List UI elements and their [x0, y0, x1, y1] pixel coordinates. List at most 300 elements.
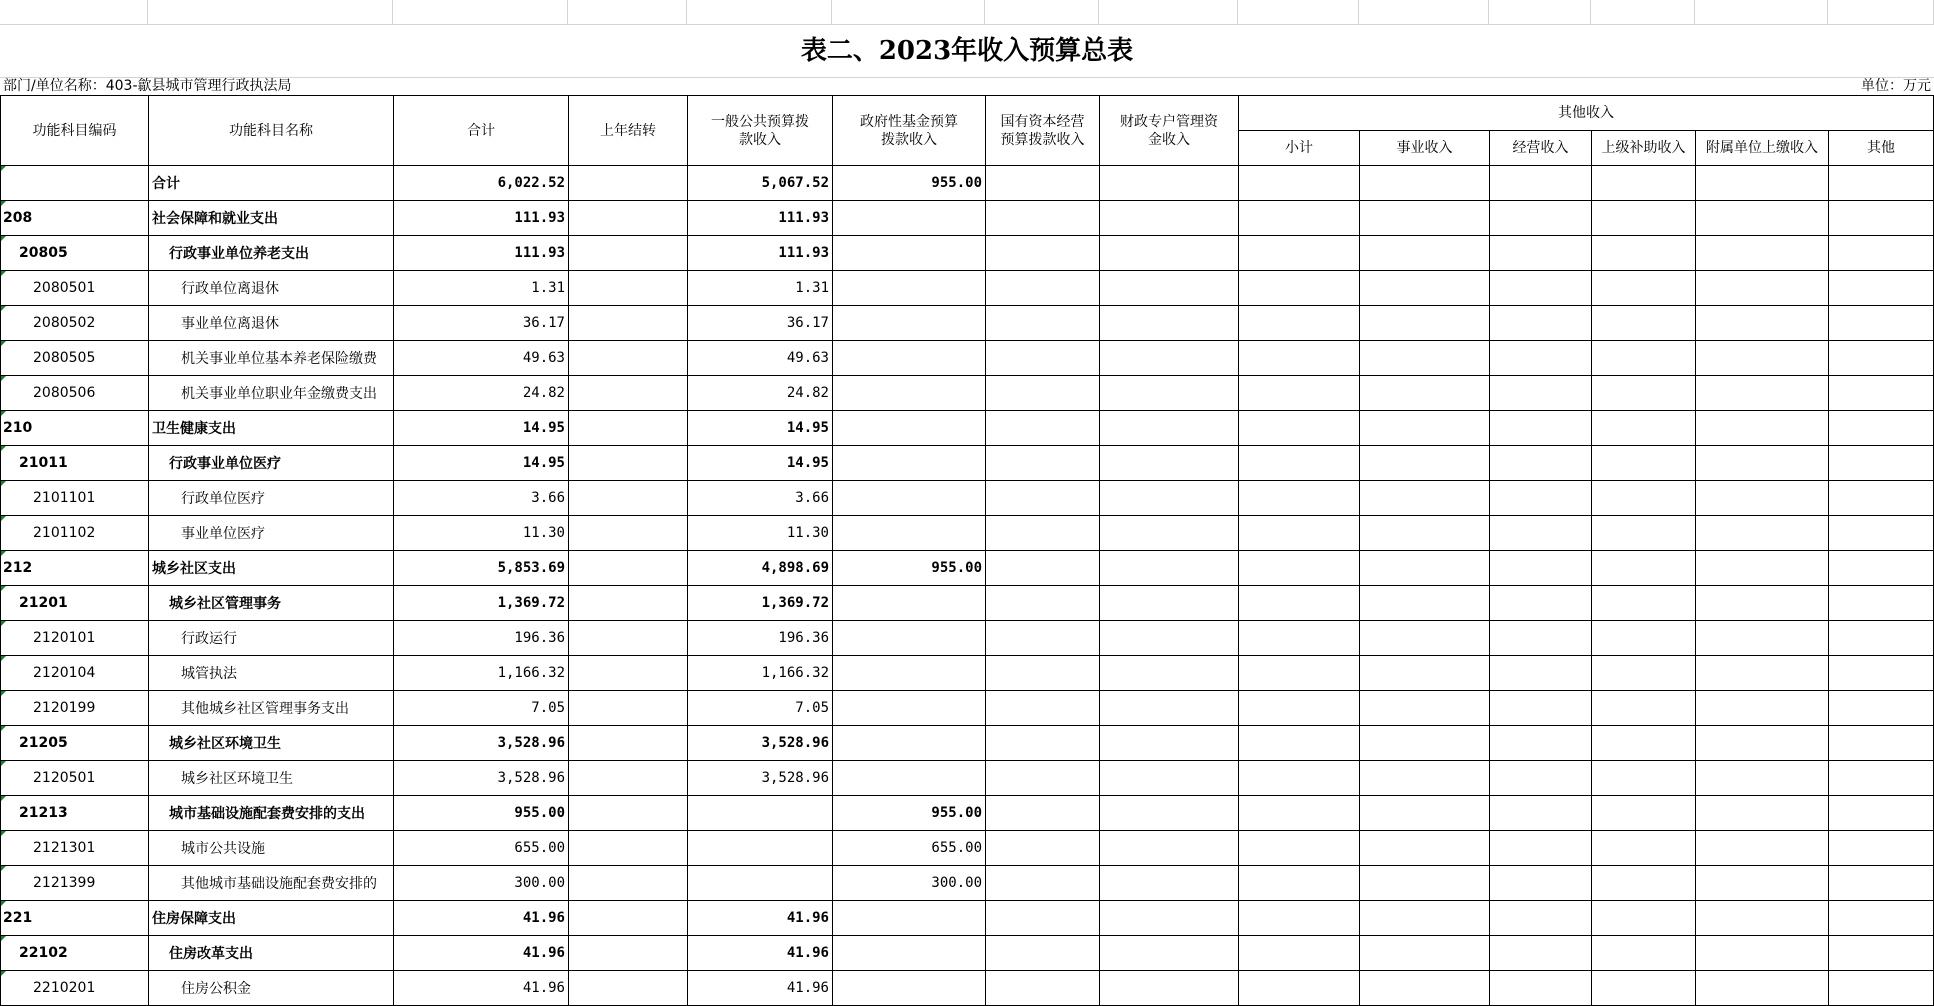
cell-code: 22102 — [1, 936, 149, 971]
header-operating-income: 经营收入 — [1490, 131, 1592, 166]
cell-empty — [1239, 831, 1360, 866]
header-subtotal: 小计 — [1239, 131, 1360, 166]
cell-gov-fund — [833, 271, 986, 306]
cell-empty — [986, 306, 1100, 341]
cell-empty — [1100, 796, 1239, 831]
cell-empty — [1490, 201, 1592, 236]
budget-table — [0, 95, 1934, 1006]
cell-empty — [1490, 866, 1592, 901]
cell-empty — [1490, 726, 1592, 761]
cell-code: 2120199 — [1, 691, 149, 726]
cell-name: 城乡社区环境卫生 — [149, 726, 394, 761]
cell-empty — [1490, 516, 1592, 551]
cell-gov-fund — [833, 446, 986, 481]
cell-code: 2080502 — [1, 306, 149, 341]
table-row — [1, 201, 1934, 236]
cell-code: 2120104 — [1, 656, 149, 691]
cell-empty — [1360, 831, 1490, 866]
cell-empty — [1829, 411, 1934, 446]
cell-empty — [1490, 586, 1592, 621]
cell-empty — [1360, 691, 1490, 726]
cell-empty — [1829, 901, 1934, 936]
cell-empty — [1100, 446, 1239, 481]
cell-empty — [1592, 271, 1696, 306]
cell-empty — [1592, 726, 1696, 761]
table-row — [1, 411, 1934, 446]
cell-gov-fund: 955.00 — [833, 166, 986, 201]
cell-empty — [1696, 551, 1829, 586]
cell-carryover — [569, 341, 688, 376]
header-carryover: 上年结转 — [569, 96, 688, 166]
cell-carryover — [569, 936, 688, 971]
cell-empty — [1100, 411, 1239, 446]
cell-code: 2210201 — [1, 971, 149, 1006]
cell-carryover — [569, 516, 688, 551]
cell-empty — [1829, 726, 1934, 761]
department-label: 部门/单位名称：403-歙县城市管理行政执法局 — [3, 78, 292, 94]
cell-empty — [1592, 376, 1696, 411]
cell-empty — [1239, 481, 1360, 516]
cell-code: 2120101 — [1, 621, 149, 656]
cell-empty — [1239, 726, 1360, 761]
cell-carryover — [569, 481, 688, 516]
cell-empty — [1696, 586, 1829, 621]
cell-empty — [1696, 656, 1829, 691]
cell-empty — [1696, 866, 1829, 901]
cell-empty — [1100, 306, 1239, 341]
cell-empty — [1829, 306, 1934, 341]
cell-empty — [986, 516, 1100, 551]
cell-empty — [986, 411, 1100, 446]
table-row — [1, 516, 1934, 551]
cell-general-budget: 41.96 — [688, 971, 833, 1006]
cell-carryover — [569, 901, 688, 936]
cell-empty — [1100, 831, 1239, 866]
table-row — [1, 866, 1934, 901]
table-row — [1, 376, 1934, 411]
cell-total: 111.93 — [394, 201, 569, 236]
cell-total: 1,369.72 — [394, 586, 569, 621]
cell-empty — [1592, 481, 1696, 516]
cell-total: 11.30 — [394, 516, 569, 551]
cell-total: 14.95 — [394, 411, 569, 446]
cell-empty — [1592, 411, 1696, 446]
cell-empty — [1360, 376, 1490, 411]
cell-empty — [1239, 166, 1360, 201]
cell-total: 3.66 — [394, 481, 569, 516]
table-row — [1, 831, 1934, 866]
cell-carryover — [569, 971, 688, 1006]
table-row — [1, 726, 1934, 761]
cell-empty — [1592, 586, 1696, 621]
cell-gov-fund — [833, 971, 986, 1006]
cell-empty — [1239, 341, 1360, 376]
cell-empty — [1490, 411, 1592, 446]
header-name: 功能科目名称 — [149, 96, 394, 166]
cell-empty — [1360, 726, 1490, 761]
header-info — [0, 77, 1934, 95]
cell-empty — [1490, 376, 1592, 411]
cell-empty — [986, 866, 1100, 901]
cell-empty — [1490, 446, 1592, 481]
cell-carryover — [569, 761, 688, 796]
cell-empty — [1829, 936, 1934, 971]
cell-carryover — [569, 411, 688, 446]
cell-empty — [986, 691, 1100, 726]
cell-empty — [1829, 201, 1934, 236]
table-row — [1, 656, 1934, 691]
cell-empty — [986, 901, 1100, 936]
cell-code: 21213 — [1, 796, 149, 831]
cell-name: 住房公积金 — [149, 971, 394, 1006]
cell-empty — [1239, 411, 1360, 446]
page-title: 表二、2023年收入预算总表 — [800, 36, 1134, 66]
cell-empty — [1696, 341, 1829, 376]
header-general-budget: 一般公共预算拨款收入 — [688, 96, 833, 166]
cell-empty — [1592, 446, 1696, 481]
cell-name: 事业单位医疗 — [149, 516, 394, 551]
cell-carryover — [569, 446, 688, 481]
cell-carryover — [569, 691, 688, 726]
cell-carryover — [569, 376, 688, 411]
cell-empty — [1239, 551, 1360, 586]
cell-empty — [1490, 551, 1592, 586]
cell-general-budget — [688, 796, 833, 831]
cell-empty — [1592, 761, 1696, 796]
cell-empty — [1592, 166, 1696, 201]
cell-code: 210 — [1, 411, 149, 446]
header-gov-fund: 政府性基金预算拨款收入 — [833, 96, 986, 166]
cell-empty — [1360, 271, 1490, 306]
cell-total: 3,528.96 — [394, 761, 569, 796]
cell-empty — [1490, 481, 1592, 516]
cell-general-budget: 41.96 — [688, 936, 833, 971]
cell-empty — [1360, 236, 1490, 271]
cell-empty — [1360, 656, 1490, 691]
table-row — [1, 446, 1934, 481]
cell-empty — [1829, 341, 1934, 376]
cell-code: 2101101 — [1, 481, 149, 516]
cell-empty — [1696, 516, 1829, 551]
cell-empty — [1696, 411, 1829, 446]
cell-empty — [1100, 201, 1239, 236]
cell-general-budget: 41.96 — [688, 901, 833, 936]
header-other: 其他 — [1829, 131, 1934, 166]
cell-empty — [1490, 271, 1592, 306]
cell-gov-fund — [833, 481, 986, 516]
cell-code: 2121399 — [1, 866, 149, 901]
cell-empty — [1239, 936, 1360, 971]
cell-total: 655.00 — [394, 831, 569, 866]
cell-empty — [1696, 726, 1829, 761]
cell-empty — [1696, 621, 1829, 656]
cell-gov-fund — [833, 656, 986, 691]
cell-empty — [986, 726, 1100, 761]
cell-empty — [1360, 446, 1490, 481]
cell-empty — [1829, 656, 1934, 691]
cell-empty — [1360, 411, 1490, 446]
cell-total: 111.93 — [394, 236, 569, 271]
cell-empty — [1360, 866, 1490, 901]
cell-empty — [986, 481, 1100, 516]
cell-carryover — [569, 306, 688, 341]
cell-name: 事业单位离退休 — [149, 306, 394, 341]
cell-gov-fund — [833, 516, 986, 551]
cell-empty — [1696, 481, 1829, 516]
cell-name: 城乡社区环境卫生 — [149, 761, 394, 796]
cell-empty — [1592, 341, 1696, 376]
cell-empty — [1696, 796, 1829, 831]
cell-general-budget: 7.05 — [688, 691, 833, 726]
cell-empty — [1239, 621, 1360, 656]
cell-empty — [1592, 656, 1696, 691]
cell-gov-fund — [833, 376, 986, 411]
cell-code: 212 — [1, 551, 149, 586]
cell-empty — [1239, 516, 1360, 551]
table-row — [1, 901, 1934, 936]
cell-general-budget — [688, 831, 833, 866]
cell-total: 5,853.69 — [394, 551, 569, 586]
cell-empty — [1360, 166, 1490, 201]
cell-empty — [1100, 341, 1239, 376]
cell-empty — [1592, 551, 1696, 586]
cell-empty — [1490, 236, 1592, 271]
cell-empty — [1100, 516, 1239, 551]
cell-general-budget: 1,166.32 — [688, 656, 833, 691]
cell-code: 2080505 — [1, 341, 149, 376]
cell-empty — [1360, 481, 1490, 516]
cell-general-budget: 14.95 — [688, 446, 833, 481]
cell-gov-fund: 955.00 — [833, 551, 986, 586]
cell-total: 41.96 — [394, 936, 569, 971]
cell-empty — [1490, 306, 1592, 341]
header-business-income: 事业收入 — [1360, 131, 1490, 166]
cell-empty — [986, 796, 1100, 831]
cell-empty — [1100, 866, 1239, 901]
cell-empty — [1360, 341, 1490, 376]
cell-empty — [1239, 306, 1360, 341]
cell-total: 24.82 — [394, 376, 569, 411]
cell-gov-fund — [833, 936, 986, 971]
cell-carryover — [569, 236, 688, 271]
cell-empty — [1829, 621, 1934, 656]
cell-name: 行政单位离退休 — [149, 271, 394, 306]
header-state-capital: 国有资本经营预算拨款收入 — [986, 96, 1100, 166]
cell-empty — [1239, 376, 1360, 411]
cell-empty — [1490, 691, 1592, 726]
cell-total: 3,528.96 — [394, 726, 569, 761]
cell-name: 其他城乡社区管理事务支出 — [149, 691, 394, 726]
cell-empty — [986, 551, 1100, 586]
cell-empty — [1490, 971, 1592, 1006]
cell-empty — [1592, 971, 1696, 1006]
cell-code: 21205 — [1, 726, 149, 761]
cell-code: 2080501 — [1, 271, 149, 306]
cell-total: 49.63 — [394, 341, 569, 376]
cell-empty — [1829, 481, 1934, 516]
cell-name: 城市基础设施配套费安排的支出 — [149, 796, 394, 831]
table-row — [1, 761, 1934, 796]
table-row — [1, 481, 1934, 516]
table-row — [1, 341, 1934, 376]
cell-empty — [1239, 656, 1360, 691]
cell-name: 合计 — [149, 166, 394, 201]
cell-empty — [1100, 551, 1239, 586]
cell-code: 2121301 — [1, 831, 149, 866]
table-row — [1, 271, 1934, 306]
cell-empty — [1592, 236, 1696, 271]
cell-empty — [1360, 306, 1490, 341]
cell-empty — [1829, 551, 1934, 586]
cell-general-budget: 5,067.52 — [688, 166, 833, 201]
cell-gov-fund — [833, 201, 986, 236]
cell-total: 1,166.32 — [394, 656, 569, 691]
cell-general-budget — [688, 866, 833, 901]
cell-empty — [986, 236, 1100, 271]
cell-empty — [1829, 236, 1934, 271]
cell-empty — [1360, 971, 1490, 1006]
cell-code: 21011 — [1, 446, 149, 481]
cell-empty — [1592, 516, 1696, 551]
cell-name: 行政单位医疗 — [149, 481, 394, 516]
cell-empty — [1696, 166, 1829, 201]
cell-empty — [1100, 376, 1239, 411]
cell-general-budget: 49.63 — [688, 341, 833, 376]
cell-empty — [1696, 376, 1829, 411]
cell-carryover — [569, 621, 688, 656]
cell-name: 城乡社区管理事务 — [149, 586, 394, 621]
cell-empty — [1490, 341, 1592, 376]
table-row — [1, 586, 1934, 621]
cell-carryover — [569, 271, 688, 306]
cell-empty — [1696, 831, 1829, 866]
cell-empty — [1490, 796, 1592, 831]
cell-general-budget: 111.93 — [688, 236, 833, 271]
cell-empty — [986, 446, 1100, 481]
cell-carryover — [569, 726, 688, 761]
header-other-income: 其他收入 — [1239, 96, 1934, 131]
cell-empty — [1696, 691, 1829, 726]
header-total: 合计 — [394, 96, 569, 166]
cell-empty — [1239, 236, 1360, 271]
cell-code: 20805 — [1, 236, 149, 271]
cell-gov-fund — [833, 306, 986, 341]
cell-total: 41.96 — [394, 901, 569, 936]
table-row — [1, 236, 1934, 271]
cell-empty — [1239, 761, 1360, 796]
cell-empty — [986, 831, 1100, 866]
cell-empty — [1490, 761, 1592, 796]
cell-empty — [1696, 901, 1829, 936]
cell-empty — [1829, 866, 1934, 901]
cell-general-budget: 11.30 — [688, 516, 833, 551]
cell-empty — [1360, 761, 1490, 796]
cell-empty — [1100, 901, 1239, 936]
cell-total: 1.31 — [394, 271, 569, 306]
cell-empty — [1100, 621, 1239, 656]
cell-name: 卫生健康支出 — [149, 411, 394, 446]
cell-name: 行政事业单位医疗 — [149, 446, 394, 481]
cell-empty — [986, 271, 1100, 306]
cell-empty — [1239, 971, 1360, 1006]
header-code: 功能科目编码 — [1, 96, 149, 166]
cell-empty — [1696, 271, 1829, 306]
cell-general-budget: 1,369.72 — [688, 586, 833, 621]
cell-general-budget: 24.82 — [688, 376, 833, 411]
cell-name: 城乡社区支出 — [149, 551, 394, 586]
cell-gov-fund — [833, 761, 986, 796]
cell-empty — [1490, 831, 1592, 866]
cell-empty — [1696, 936, 1829, 971]
cell-empty — [1592, 831, 1696, 866]
cell-name: 其他城市基础设施配套费安排的 — [149, 866, 394, 901]
table-row — [1, 691, 1934, 726]
cell-empty — [986, 621, 1100, 656]
cell-gov-fund — [833, 236, 986, 271]
cell-gov-fund — [833, 621, 986, 656]
cell-empty — [1100, 481, 1239, 516]
cell-empty — [1829, 831, 1934, 866]
cell-empty — [1829, 971, 1934, 1006]
cell-empty — [1592, 936, 1696, 971]
cell-gov-fund — [833, 341, 986, 376]
table-row — [1, 796, 1934, 831]
cell-empty — [1696, 236, 1829, 271]
cell-empty — [986, 656, 1100, 691]
cell-empty — [1592, 901, 1696, 936]
cell-empty — [1490, 901, 1592, 936]
cell-empty — [1100, 726, 1239, 761]
cell-name: 机关事业单位职业年金缴费支出 — [149, 376, 394, 411]
cell-empty — [1239, 271, 1360, 306]
cell-carryover — [569, 656, 688, 691]
cell-gov-fund — [833, 691, 986, 726]
table-row — [1, 306, 1934, 341]
cell-carryover — [569, 796, 688, 831]
cell-empty — [1696, 971, 1829, 1006]
cell-code: 208 — [1, 201, 149, 236]
cell-empty — [1100, 691, 1239, 726]
cell-empty — [986, 586, 1100, 621]
table-row — [1, 971, 1934, 1006]
cell-empty — [1360, 551, 1490, 586]
cell-empty — [986, 341, 1100, 376]
cell-gov-fund — [833, 411, 986, 446]
cell-empty — [986, 761, 1100, 796]
cell-carryover — [569, 201, 688, 236]
cell-empty — [1829, 516, 1934, 551]
cell-empty — [1360, 201, 1490, 236]
cell-empty — [986, 201, 1100, 236]
cell-empty — [986, 971, 1100, 1006]
cell-empty — [1696, 761, 1829, 796]
cell-general-budget: 3.66 — [688, 481, 833, 516]
spreadsheet-top-gridline — [0, 0, 1934, 25]
table-row — [1, 166, 1934, 201]
cell-code: 2080506 — [1, 376, 149, 411]
cell-gov-fund: 955.00 — [833, 796, 986, 831]
cell-empty — [1100, 761, 1239, 796]
cell-empty — [1829, 376, 1934, 411]
table-row — [1, 621, 1934, 656]
cell-code: 221 — [1, 901, 149, 936]
cell-empty — [1829, 761, 1934, 796]
cell-empty — [986, 376, 1100, 411]
cell-empty — [1239, 691, 1360, 726]
cell-gov-fund: 655.00 — [833, 831, 986, 866]
cell-general-budget: 196.36 — [688, 621, 833, 656]
cell-empty — [1829, 446, 1934, 481]
